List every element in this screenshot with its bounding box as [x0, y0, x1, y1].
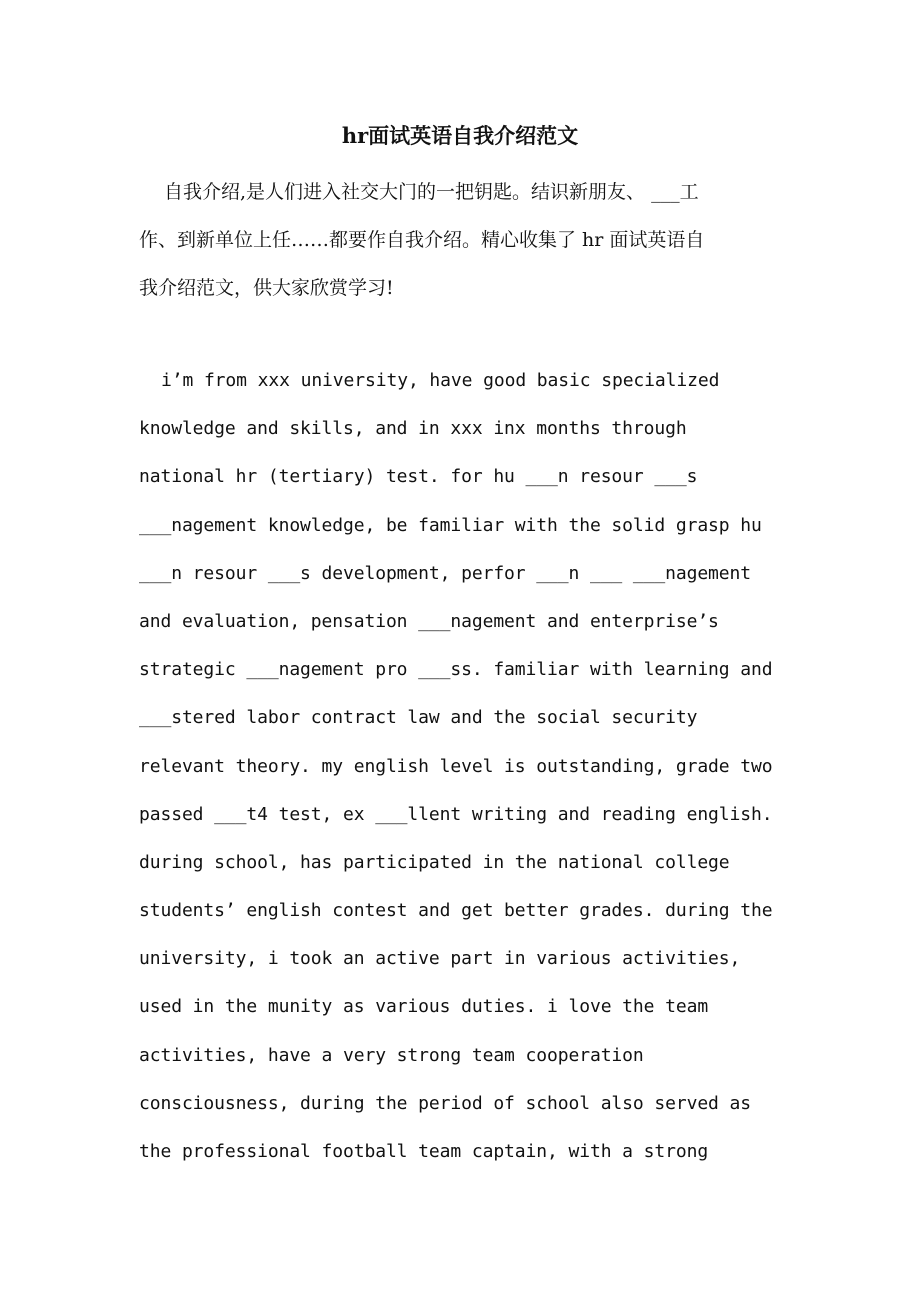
paragraph-line: passed ___t4 test, ex ___llent writing and reading english. — [139, 803, 773, 825]
paragraph-line: the professional football team captain, with a strong — [139, 1141, 709, 1162]
paragraph-line: consciousness, during the period of school also served as — [139, 1092, 752, 1114]
paragraph-line: relevant theory. my english level is outstanding, grade two — [139, 755, 773, 777]
paragraph-line: during school, has participated in the national college — [139, 851, 730, 873]
paragraph-line: students’ english contest and get better grades. during the — [139, 900, 773, 922]
paragraph-line: strategic ___nagement pro ___ss. familiar with learning and — [139, 659, 773, 681]
intro-line: 我介绍范文，供大家欣赏学习! — [139, 277, 394, 299]
intro-line: 作、到新单位上任……都要作自我介绍。精心收集了 hr 面试英语自 — [139, 229, 705, 251]
english-paragraph — [139, 357, 799, 1176]
paragraph-line: and evaluation, pensation ___nagement and enterprise’s — [139, 610, 719, 632]
document-title: hr面试英语自我介绍范文 — [341, 123, 579, 148]
paragraph-line: national hr (tertiary) test. for hu ___n resour ___s — [139, 466, 698, 488]
paragraph-line: used in the munity as various duties. i love the team — [139, 996, 709, 1018]
intro-line: 自我介绍,是人们进入社交大门的一把钥匙。结识新朋友、 ___工 — [164, 181, 699, 203]
paragraph-line: ___n resour ___s development, perfor ___n ___ ___nagement — [139, 562, 752, 584]
intro-paragraph — [139, 168, 784, 312]
paragraph-line: knowledge and skills, and in xxx inx months through — [139, 418, 687, 440]
paragraph-line: activities, have a very strong team cooperation — [139, 1044, 644, 1066]
paragraph-line: ___stered labor contract law and the social security — [139, 707, 698, 729]
paragraph-line: i’m from xxx university, have good basic specialized — [161, 370, 720, 391]
paragraph-line: ___nagement knowledge, be familiar with the solid grasp hu — [139, 514, 762, 536]
paragraph-line: university, i took an active part in various activities, — [139, 948, 741, 970]
